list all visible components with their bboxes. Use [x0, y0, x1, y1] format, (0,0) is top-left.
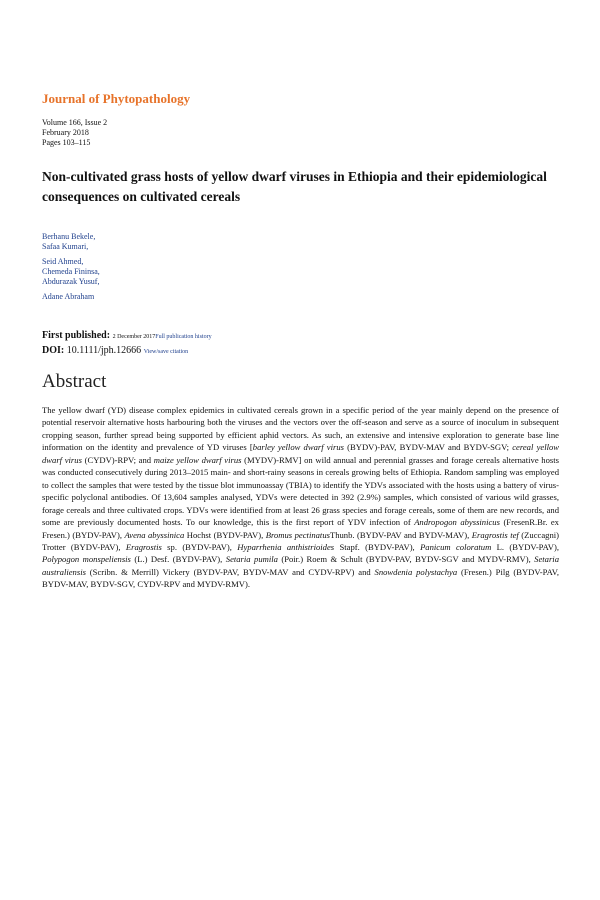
abstract-text: L. (BYDV-PAV),	[491, 541, 559, 552]
doi-label: DOI:	[42, 345, 65, 356]
species-name: Eragrostis	[125, 541, 162, 552]
species-name: barley yellow dwarf virus	[252, 442, 344, 453]
species-name: maize yellow dwarf virus	[153, 454, 242, 465]
abstract-text: (Scribn. & Merrill) Vickery (BYDV-PAV, BYDV-MAV and CYDV-RPV) and	[85, 566, 375, 577]
view-citation-link[interactable]: View/save citation	[143, 349, 189, 355]
author-link[interactable]: Seid Ahmed,	[42, 257, 84, 266]
issue-meta	[42, 118, 107, 148]
species-name: Setaria australiensis	[42, 554, 559, 577]
author-link[interactable]: Abdurazak Yusuf,	[42, 277, 100, 286]
author-group-1	[42, 232, 100, 252]
abstract-text: Thunb. (BYDV-PAV and BYDV-MAV),	[329, 529, 472, 540]
issue-date: February 2018	[42, 128, 89, 137]
author-group-2	[42, 257, 100, 287]
doi-value[interactable]: 10.1111/jph.12666	[66, 345, 142, 356]
species-name: Bromus pectinatus	[265, 529, 330, 540]
author-link[interactable]: Berhanu Bekele,	[42, 232, 96, 241]
first-published-label: First published:	[42, 330, 111, 341]
publication-info	[42, 329, 212, 359]
species-name: Eragrostis tef	[471, 529, 519, 540]
species-name: Snowdenia polystachya	[374, 566, 458, 577]
species-name: Hyparrhenia anthistrioides	[237, 541, 335, 552]
author-list	[42, 232, 100, 307]
abstract-text: The yellow dwarf (YD) disease complex epidemics in cultivated cereals grown in a specific period of the year mainly depend on the presence of potential reservoir alternative hosts harbouring both the viruses and the vectors over the off-season and serve as a source of inoculum in subsequent cropping season, further spread being supported by efficient aphid vectors. As such, an extensive and intensive exploration to generate base line information on the identity and prevalence of YD viruses [	[42, 405, 559, 453]
volume-issue: Volume 166, Issue 2	[42, 118, 108, 127]
first-published-row	[42, 329, 212, 344]
abstract-text: Stapf. (BYDV-PAV),	[334, 541, 421, 552]
abstract-heading: Abstract	[42, 371, 107, 392]
first-published-date: 2 December 2017	[112, 334, 156, 340]
abstract-text: (L.) Desf. (BYDV-PAV),	[130, 554, 226, 565]
species-name: Andropogon abyssinicus	[414, 517, 500, 528]
author-link[interactable]: Safaa Kumari,	[42, 242, 89, 251]
abstract-text: (CYDV)-RPV; and	[81, 454, 154, 465]
abstract-text: sp. (BYDV-PAV),	[161, 541, 238, 552]
publication-history-link[interactable]: Full publication history	[155, 334, 212, 340]
abstract-text: (Poir.) Roem & Schult (BYDV-PAV, BYDV-SGV and MYDV-RMV),	[277, 554, 535, 565]
author-link[interactable]: Chemeda Fininsa,	[42, 267, 100, 276]
article-title: Non-cultivated grass hosts of yellow dwarf viruses in Ethiopia and their epidemiological consequences on cultivated cereals	[42, 169, 547, 204]
species-name: cereal yellow dwarf virus	[42, 442, 559, 465]
abstract-text: Hochst (BYDV-PAV),	[184, 529, 266, 540]
abstract-body	[42, 404, 559, 591]
abstract-text: (Zuccagni) Trotter (BYDV-PAV),	[42, 529, 560, 552]
doi-row	[42, 344, 212, 359]
author-group-3	[42, 292, 100, 302]
author-link[interactable]: Adane Abraham	[42, 292, 95, 301]
species-name: Panicum coloratum	[420, 541, 492, 552]
page-range: Pages 103–115	[42, 138, 91, 147]
journal-name[interactable]: Journal of Phytopathology	[42, 91, 191, 106]
abstract-text: (FresenR.Br. ex Fresen.) (BYDV-PAV),	[42, 517, 559, 540]
species-name: Setaria pumila	[225, 554, 278, 565]
species-name: Avena abyssinica	[124, 529, 185, 540]
abstract-text: (MYDV)-RMV] on wild annual and perennial grasses and forage cereals alternative hosts was conducted consecutively during 2013–2015 main- and short-rainy seasons in cereals growing belts of Ethiopia. Random sampling was employed to collect the samples that were tested by the tissue blot immunoassay (TBIA) to identify the YDVs associated with the hosts using a battery of virus-specific polyclonal antibodies. Of 13,604 samples analysed, YDVs were detected in 392 (2.9%) samples, which consisted of various wild grasses, forage cereals and three cultivated crops. YDVs were identified from at least 26 grass species and forage cereals, some of them are new records, and some are previously documented hosts. To our knowledge, this is the first report of YDV infection of	[42, 454, 559, 528]
abstract-text: (Fresen.) Pilg (BYDV-PAV, BYDV-MAV, BYDV-SGV, CYDV-RPV and MYDV-RMV).	[42, 566, 559, 590]
abstract-text: (BYDV)-PAV, BYDV-MAV and BYDV-SGV;	[343, 442, 513, 453]
species-name: Polypogon monspeliensis	[42, 554, 131, 565]
